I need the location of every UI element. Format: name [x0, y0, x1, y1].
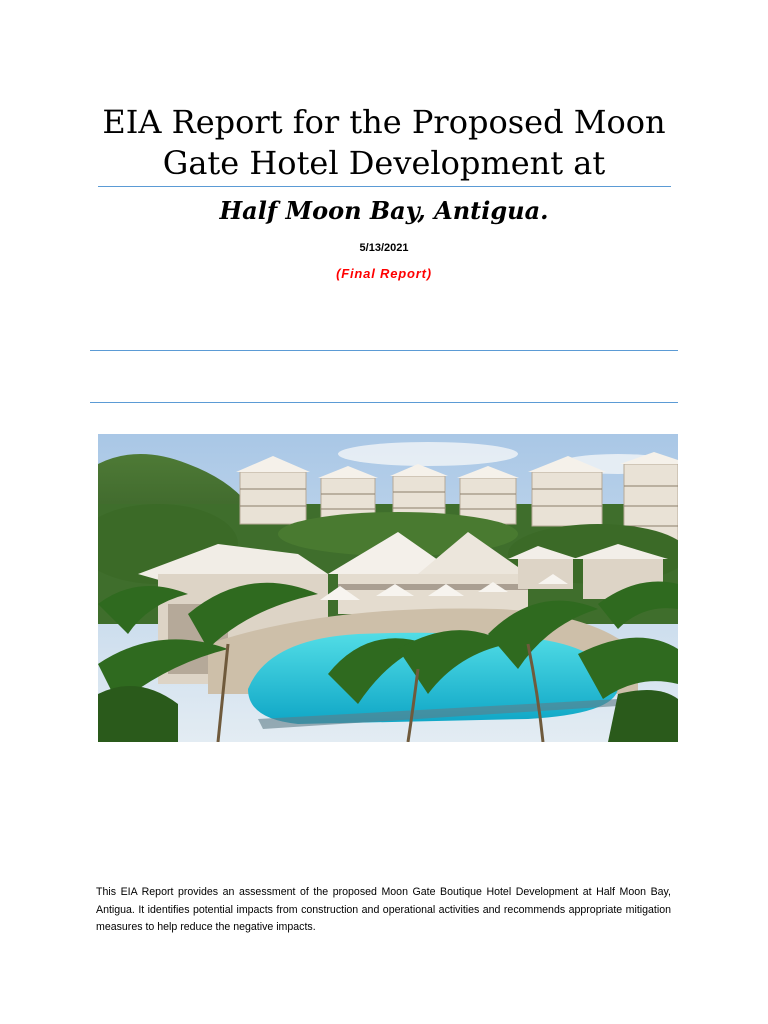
report-abstract: This EIA Report provides an assessment of the proposed Moon Gate Boutique Hotel Development at Half Moon Bay, Antigua. It identifies potential impacts from construction and operational activities and recommends appropriate mitigation measures to help reduce the negative impacts. — [96, 886, 671, 933]
report-date: 5/13/2021 — [359, 242, 409, 254]
hotel-rendering-image — [98, 434, 678, 742]
report-title-line-1: EIA Report for the Proposed Moon — [102, 103, 666, 141]
report-subtitle: Half Moon Bay, Antigua. — [219, 196, 549, 225]
divider-bottom — [90, 402, 678, 403]
divider-top — [90, 350, 678, 351]
report-title-line-2: Gate Hotel Development at — [162, 144, 606, 182]
report-title — [60, 102, 708, 184]
report-status: (Final Report) — [336, 266, 432, 281]
title-underline — [98, 186, 671, 187]
